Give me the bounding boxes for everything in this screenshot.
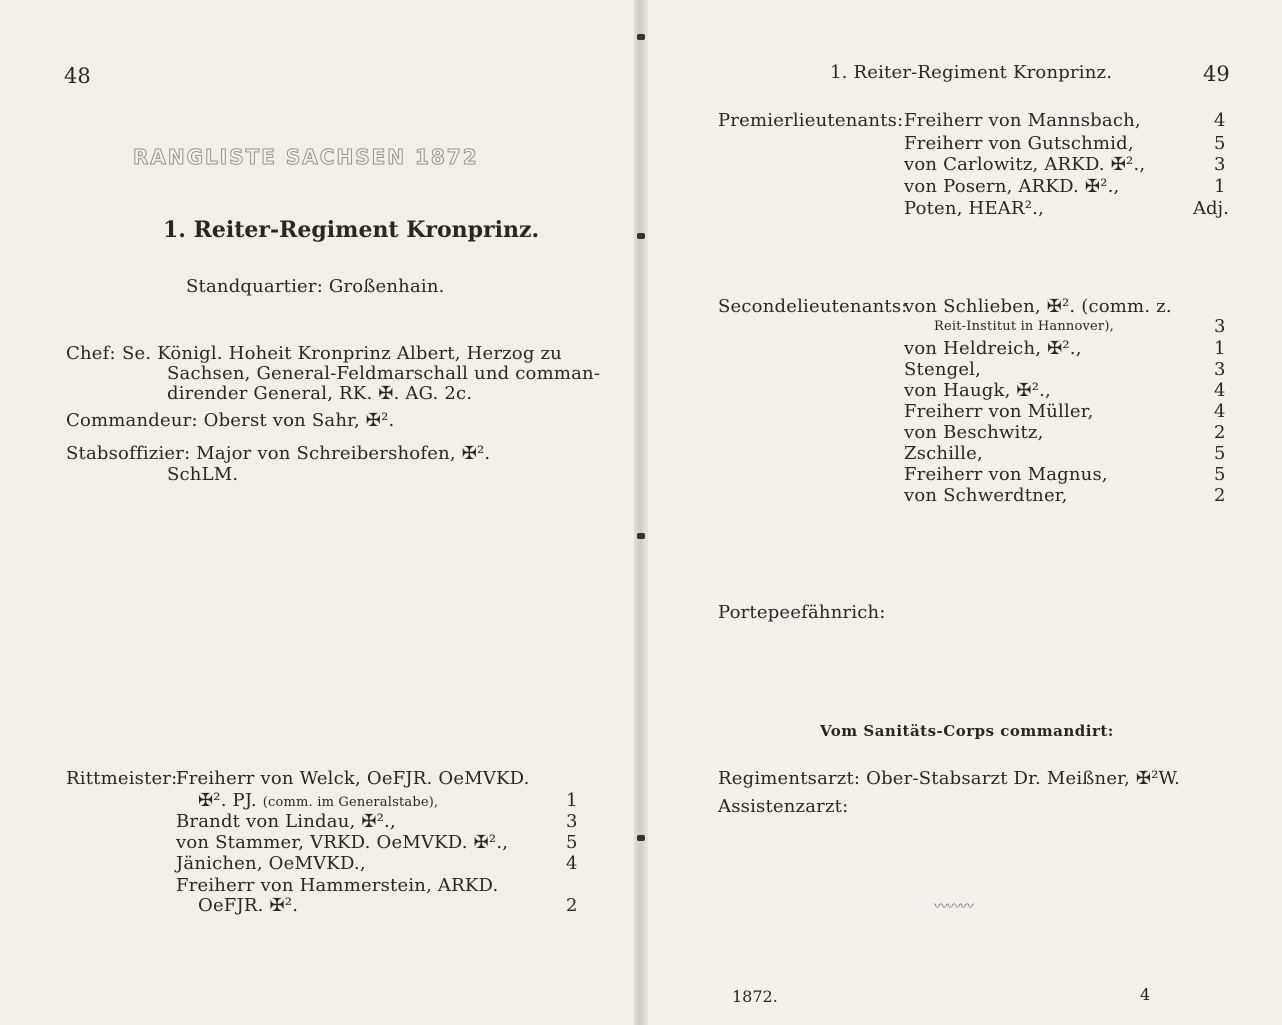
- secondelieutenant-entry: von Schwerdtner,: [904, 485, 1068, 506]
- seniority-number: 4: [1214, 110, 1226, 131]
- secondelieutenant-entry: von Beschwitz,: [904, 422, 1044, 443]
- seniority-number: 5: [1214, 464, 1226, 485]
- seniority-number: 3: [1214, 154, 1226, 175]
- premierlieutenant-entry: Freiherr von Gutschmid,: [904, 133, 1134, 154]
- secondelieutenant-entry: Zschille,: [904, 443, 983, 464]
- sanitaet-heading: Vom Sanitäts-Corps commandirt:: [820, 722, 1114, 740]
- premierlieutenants-label: Premierlieutenants:: [718, 110, 904, 131]
- seniority-number: 4: [1214, 401, 1226, 422]
- binding-stitch: [637, 233, 645, 239]
- library-stamp: RANGLISTE SACHSEN 1872: [133, 145, 479, 169]
- premierlieutenant-entry: Freiherr von Mannsbach,: [904, 110, 1141, 131]
- assistenzarzt-label: Assistenzarzt:: [718, 796, 849, 817]
- secondelieutenant-entry: Stengel,: [904, 359, 982, 380]
- secondelieutenant-entry: Freiherr von Magnus,: [904, 464, 1108, 485]
- seniority-number: 5: [1214, 443, 1226, 464]
- seniority-number: 4: [1214, 380, 1226, 401]
- binding-stitch: [637, 533, 645, 539]
- chef-label: Chef:: [66, 343, 116, 364]
- regimentsarzt: Regimentsarzt: Ober-Stabsarzt Dr. Meißner, ✠²W.: [718, 768, 1181, 789]
- premierlieutenant-entry: von Posern, ARKD. ✠².,: [904, 176, 1120, 197]
- rittmeister-entry: Freiherr von Hammerstein, ARKD.: [176, 875, 499, 896]
- standquartier: Standquartier: Großenhain.: [186, 276, 445, 297]
- secondelieutenant-entry: von Heldreich, ✠².,: [904, 338, 1082, 359]
- seniority-number: 3: [566, 811, 578, 832]
- seniority-number: 5: [1214, 133, 1226, 154]
- ornament-squiggle: 〰〰〰: [934, 899, 973, 915]
- rittmeister-label: Rittmeister:: [66, 768, 178, 789]
- chef-line: Se. Königl. Hoheit Kronprinz Albert, Herzog zu: [122, 343, 562, 364]
- page-number-left: 48: [64, 64, 91, 88]
- secondelieutenant-entry: von Schlieben, ✠². (comm. z.: [904, 296, 1172, 317]
- rittmeister-entry-text: ✠². PJ.: [198, 790, 257, 811]
- rittmeister-entry: Freiherr von Welck, OeFJR. OeMVKD.: [176, 768, 530, 789]
- rittmeister-entry: OeFJR. ✠².: [198, 895, 299, 916]
- seniority-number: 1: [1214, 338, 1226, 359]
- regiment-title: 1. Reiter-Regiment Kronprinz.: [163, 217, 540, 243]
- premierlieutenant-entry: Poten, HEAR².,: [904, 198, 1044, 219]
- rittmeister-entry: Jänichen, OeMVKD.,: [176, 853, 366, 874]
- seniority-number: 4: [566, 853, 578, 874]
- page-number-right: 49: [1203, 62, 1230, 86]
- book-gutter: [634, 0, 648, 1025]
- signature-number: 4: [1140, 985, 1151, 1004]
- secondelieutenants-label: Secondelieutenants:: [718, 296, 908, 317]
- binding-stitch: [637, 34, 645, 40]
- adjutant-marker: Adj.: [1193, 198, 1229, 219]
- rittmeister-entry: [198, 790, 438, 811]
- rittmeister-entry: Brandt von Lindau, ✠².,: [176, 811, 396, 832]
- signature-year: 1872.: [732, 987, 778, 1006]
- stabsoffizier-order: SchLM.: [167, 464, 239, 485]
- chef-line: Sachsen, General-Feldmarschall und comman-: [167, 363, 601, 384]
- rittmeister-entry: von Stammer, VRKD. OeMVKD. ✠².,: [176, 832, 509, 853]
- binding-stitch: [637, 835, 645, 841]
- seniority-number: 2: [1214, 422, 1226, 443]
- rittmeister-note: (comm. im Generalstabe),: [262, 795, 439, 810]
- seniority-number: 1: [566, 790, 578, 811]
- premierlieutenant-entry: von Carlowitz, ARKD. ✠².,: [904, 154, 1146, 175]
- stabsoffizier: Stabsoffizier: Major von Schreibershofen, ✠².: [66, 443, 491, 464]
- portepeefaehnrich-label: Portepeefähnrich:: [718, 602, 886, 623]
- chef-line: dirender General, RK. ✠. AG. 2c.: [167, 383, 473, 404]
- seniority-number: 5: [566, 832, 578, 853]
- seniority-number: 3: [1214, 359, 1226, 380]
- secondelieutenant-note: Reit-Institut in Hannover),: [934, 319, 1114, 334]
- secondelieutenant-entry: Freiherr von Müller,: [904, 401, 1094, 422]
- running-head: 1. Reiter-Regiment Kronprinz.: [830, 62, 1113, 83]
- seniority-number: 2: [566, 895, 578, 916]
- seniority-number: 1: [1214, 176, 1226, 197]
- seniority-number: 3: [1214, 316, 1226, 337]
- seniority-number: 2: [1214, 485, 1226, 506]
- commandeur: Commandeur: Oberst von Sahr, ✠².: [66, 410, 395, 431]
- secondelieutenant-entry: von Haugk, ✠².,: [904, 380, 1051, 401]
